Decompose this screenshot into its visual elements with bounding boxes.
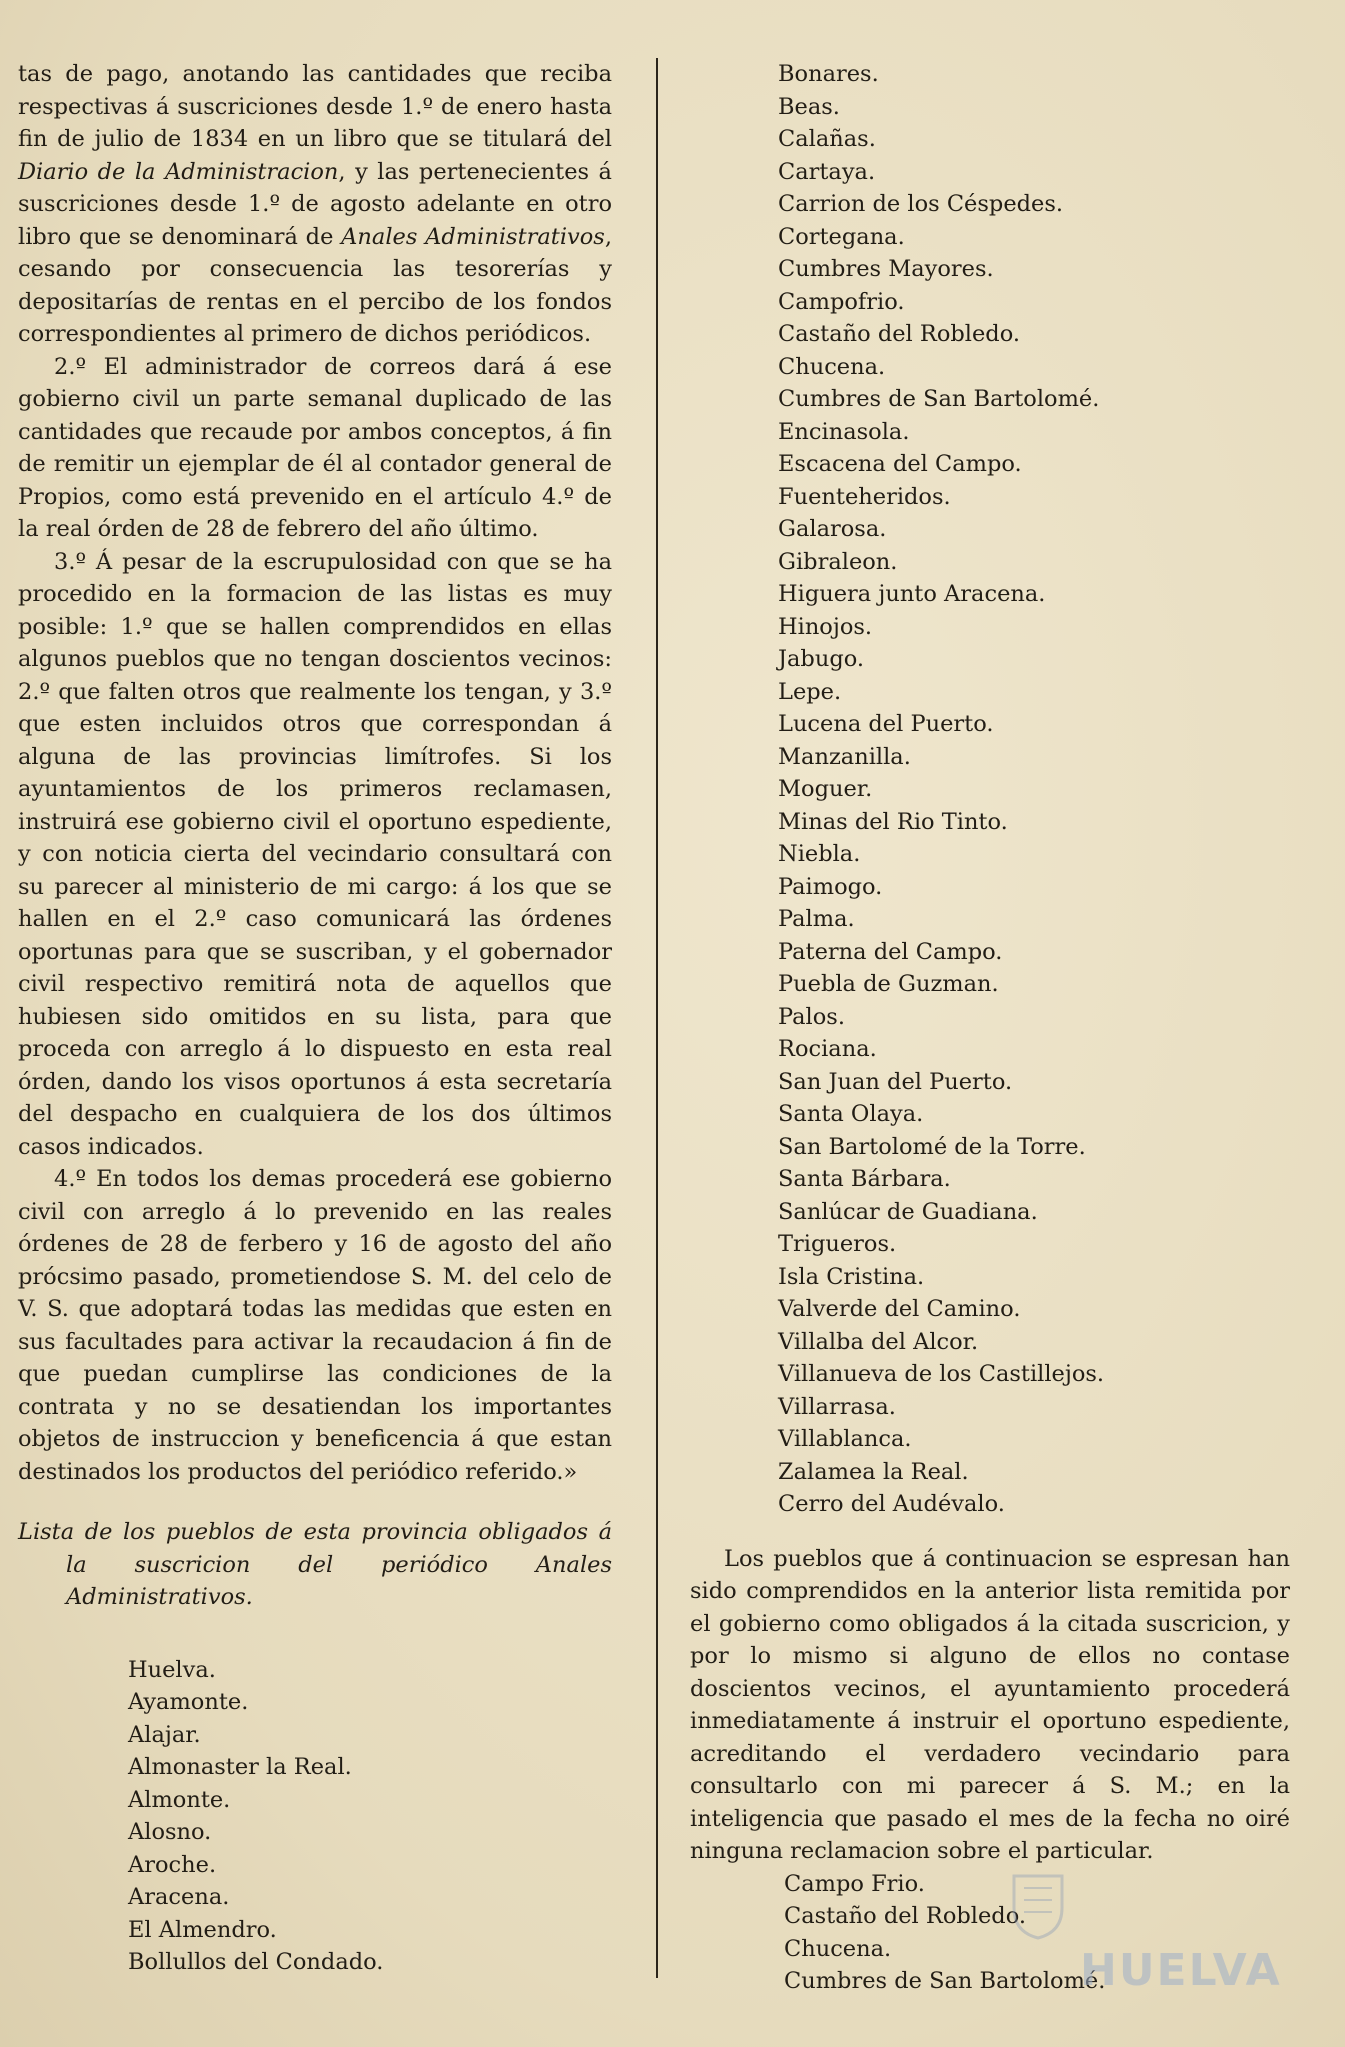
list-item: Villablanca. [778, 1426, 912, 1452]
list-item: Cumbres de San Bartolomé. [784, 1968, 1106, 1994]
list-item: Zalamea la Real. [778, 1458, 969, 1485]
list-item: Alajar. [128, 1721, 201, 1748]
list-item: Cumbres Mayores. [778, 256, 994, 282]
paragraph-1-italic-b: Diario de la Administracion [18, 158, 339, 185]
list-item: Minas del Rio Tinto. [778, 808, 1008, 835]
list-item: Gibraleon. [778, 548, 898, 575]
list-item: Villarrasa. [778, 1393, 896, 1420]
list-item: Escacena del Campo. [778, 451, 1022, 477]
list-item: Campofrio. [778, 288, 905, 315]
list-item: Bollullos del Condado. [128, 1949, 384, 1975]
list-item: Almonaster la Real. [128, 1754, 352, 1780]
list-item: Sanlúcar de Guadiana. [778, 1198, 1038, 1225]
list-item: Alosno. [128, 1819, 212, 1845]
list-item: Puebla de Guzman. [778, 971, 999, 997]
list-item: Castaño del Robledo. [778, 321, 1020, 347]
list-item: Castaño del Robledo. [784, 1903, 1026, 1929]
list-item: Chucena. [784, 1935, 892, 1962]
list-item: Paterna del Campo. [778, 938, 1003, 965]
list-item: Encinasola. [778, 418, 910, 445]
list-item: Moguer. [778, 776, 873, 802]
list-item: Santa Olaya. [778, 1101, 924, 1127]
left-column [18, 58, 612, 1979]
list-item: San Juan del Puerto. [778, 1068, 1013, 1095]
list-item: Cumbres de San Bartolomé. [778, 386, 1100, 412]
paragraph-1-text-e: , cesando por consecuencia las tesorerías y depositarías de rentas en el percibo de los fondos correspondientes al primero de dichos periódicos. [18, 223, 612, 347]
list-item: Santa Bárbara. [778, 1166, 951, 1192]
list-title: Lista de los pueblos de esta provincia obligados á la suscricion del periódico Anales Administrativos. [18, 1519, 612, 1610]
list-item: Calañas. [778, 126, 876, 152]
town-list-left [18, 1654, 612, 1979]
notice-paragraph: Los pueblos que á continuacion se espresan han sido comprendidos en la anterior lista remitida por el gobierno como obligados á la citada suscricion, y por lo mismo si alguno de ellos no contase doscientos vecinos, el ayuntamiento procederá inmediatamente á instruir el oportuno espediente, acreditando el verdadero vecindario para consultarlo con mi parecer á S. M.; en la inteligencia que pasado el mes de la fecha no oiré ninguna reclamacion sobre el particular. [690, 1545, 1290, 1864]
list-item: Aracena. [128, 1884, 230, 1910]
paragraph-1-text-c: , y las pertenecientes á suscriciones desde 1.º de agosto adelante en otro libro que se denominará de [18, 158, 612, 250]
list-item: Villanueva de los Castillejos. [778, 1361, 1105, 1387]
paragraph-1-text-a: tas de pago, anotando las cantidades que reciba respectivas á suscriciones desde 1.º de enero hasta fin de julio de 1834 en un libro que se titulará del [18, 61, 612, 152]
seal-icon [1010, 1870, 1066, 1940]
list-item: Almonte. [128, 1786, 231, 1813]
paragraph-4: 4.º En todos los demas procederá ese gobierno civil con arreglo á lo prevenido en las reales órdenes de 28 de ferbero y 16 de agosto del año prócsimo pasado, prometiendose S. M. del celo de V. S. que adoptará todas las medidas que esten en sus facultades para activar la recaudacion á fin de que puedan cumplirse las condiciones de la contrata y no se desatiendan los importantes objetos de instruccion y beneficencia á que estan destinados los productos del periódico referido.» [18, 1166, 612, 1485]
list-item: Valverde del Camino. [778, 1296, 1021, 1322]
list-item: Hinojos. [778, 613, 873, 640]
list-item: Jabugo. [778, 646, 865, 672]
list-item: Rociana. [778, 1036, 877, 1062]
list-item: Manzanilla. [778, 743, 911, 770]
archive-watermark: HUELVA [1080, 1945, 1282, 1996]
right-column [690, 58, 1290, 1998]
list-item: Huelva. [128, 1656, 216, 1683]
list-item: Beas. [778, 93, 840, 120]
list-item: Lepe. [778, 678, 842, 705]
list-item: Cartaya. [778, 158, 876, 185]
list-item: Campo Frio. [784, 1870, 925, 1897]
paragraph-3: 3.º Á pesar de la escrupulosidad con que se ha procedido en la formacion de las listas es muy posible: 1.º que se hallen comprendidos en ellas algunos pueblos que no tengan doscientos vecinos: 2.º que falten otros que realmente los tengan, y 3.º que esten incluidos otros que correspondan á alguna de las provincias limítrofes. Si los ayuntamientos de los primeros reclamasen, instruirá ese gobierno civil el oportuno espediente, y con noticia cierta del vecindario consultará con su parecer al ministerio de mi cargo: á los que se hallen en el 2.º caso comunicará las órdenes oportunas para que se suscriban, y el gobernador civil respectivo remitirá nota de aquellos que hubiesen sido omitidos en su lista, para que proceda con arreglo á lo dispuesto en esta real órden, dando los visos oportunos á esta secretaría del despacho en cualquiera de los dos últimos casos indicados. [18, 548, 612, 1160]
list-item: Villalba del Alcor. [778, 1328, 979, 1355]
list-item: Isla Cristina. [778, 1263, 925, 1290]
town-list-right [690, 58, 1290, 1521]
list-item: Galarosa. [778, 516, 887, 542]
list-item: Bonares. [778, 61, 879, 87]
column-divider [656, 58, 658, 1978]
list-item: Palos. [778, 1003, 845, 1030]
list-item: Higuera junto Aracena. [778, 581, 1046, 607]
list-item: Trigueros. [778, 1231, 897, 1257]
list-item: Ayamonte. [128, 1689, 249, 1715]
list-item: Cerro del Audévalo. [778, 1491, 1005, 1517]
paragraph-1-italic-d: Anales Administrativos [341, 223, 605, 250]
list-item: Niebla. [778, 841, 861, 867]
list-item: Lucena del Puerto. [778, 711, 994, 737]
list-item: San Bartolomé de la Torre. [778, 1133, 1086, 1160]
paragraph-2: 2.º El administrador de correos dará á ese gobierno civil un parte semanal duplicado de las cantidades que recaude por ambos conceptos, á fin de remitir un ejemplar de él al contador general de Propios, como está prevenido en el artículo 4.º de la real órden de 28 de febrero del año último. [18, 353, 612, 542]
paragraph-1 [18, 58, 612, 351]
list-item: Palma. [778, 906, 855, 932]
list-item: El Almendro. [128, 1916, 277, 1943]
list-item: Carrion de los Céspedes. [778, 191, 1064, 217]
list-item: Aroche. [128, 1851, 217, 1878]
list-item: Paimogo. [778, 873, 883, 900]
list-item: Chucena. [778, 353, 886, 380]
list-item: Cortegana. [778, 223, 905, 250]
list-item: Fuenteheridos. [778, 483, 951, 510]
